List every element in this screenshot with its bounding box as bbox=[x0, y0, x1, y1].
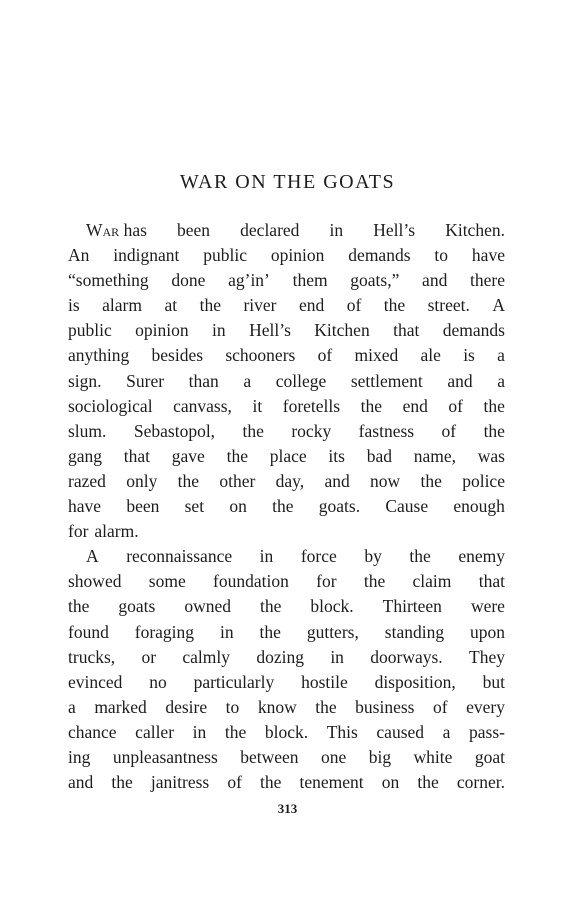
text-word: in bbox=[330, 646, 344, 667]
text-word: dozing bbox=[256, 646, 304, 667]
text-word: doorways. bbox=[370, 646, 443, 667]
text-line bbox=[68, 745, 505, 770]
text-word: the bbox=[242, 420, 264, 441]
text-word: and bbox=[447, 370, 473, 391]
text-word: the bbox=[260, 772, 282, 793]
text-line bbox=[68, 218, 505, 243]
text-line bbox=[68, 369, 505, 394]
text-word: enough bbox=[453, 496, 505, 517]
text-word: foraging bbox=[134, 621, 195, 642]
text-word: day, bbox=[275, 470, 305, 491]
text-word: between bbox=[240, 746, 299, 767]
text-line bbox=[68, 268, 505, 293]
text-word: was bbox=[477, 445, 505, 466]
text-word: Sebastopol, bbox=[133, 420, 216, 441]
text-word: of bbox=[448, 395, 463, 416]
text-word: big bbox=[368, 746, 392, 767]
text-line bbox=[68, 293, 505, 318]
text-word: end bbox=[402, 395, 428, 416]
text-word: the bbox=[360, 395, 383, 416]
text-word: calmly bbox=[182, 646, 231, 667]
text-word: now bbox=[370, 470, 401, 491]
text-word: reconnaissance bbox=[126, 546, 233, 567]
text-word: standing bbox=[384, 621, 445, 642]
text-word: of bbox=[317, 345, 333, 366]
text-word: at bbox=[164, 295, 178, 316]
text-word: sign. bbox=[68, 370, 102, 391]
text-line bbox=[68, 720, 505, 745]
text-word: have bbox=[471, 245, 505, 266]
text-line bbox=[68, 770, 505, 795]
text-word: opinion bbox=[270, 245, 325, 266]
text-line bbox=[68, 243, 505, 268]
text-word: evinced bbox=[68, 671, 123, 692]
text-word: have bbox=[68, 496, 102, 517]
text-word: mixed bbox=[354, 345, 399, 366]
text-word: canvass, bbox=[173, 395, 232, 416]
lead-word: War bbox=[86, 220, 120, 240]
text-word: gave bbox=[171, 445, 205, 466]
text-line bbox=[68, 494, 505, 519]
text-word: Kitchen. bbox=[445, 220, 505, 240]
text-line bbox=[68, 695, 505, 720]
text-word: Hell’s bbox=[249, 320, 291, 341]
text-word: in bbox=[219, 621, 234, 642]
text-line bbox=[68, 544, 505, 569]
text-word: Surer bbox=[126, 370, 165, 391]
text-word: foretells bbox=[282, 395, 341, 416]
text-word: rocky bbox=[291, 420, 332, 441]
text-word: settlement bbox=[350, 370, 423, 391]
text-word: a bbox=[497, 345, 505, 366]
text-word: in bbox=[192, 721, 207, 742]
text-word: on bbox=[229, 496, 247, 517]
text-line bbox=[68, 670, 505, 695]
chapter-title: WAR ON THE GOATS bbox=[179, 171, 396, 193]
text-word: river bbox=[243, 295, 277, 316]
text-word: ale bbox=[420, 345, 441, 366]
text-word: and bbox=[422, 270, 448, 291]
text-word: chance bbox=[68, 721, 117, 742]
text-word: it bbox=[252, 395, 263, 416]
text-word: the bbox=[111, 772, 133, 793]
text-word: demands bbox=[348, 245, 411, 266]
text-word: every bbox=[466, 696, 505, 717]
text-word: public bbox=[203, 245, 248, 266]
text-word: upon bbox=[470, 621, 505, 642]
text-word: that bbox=[393, 320, 420, 341]
text-word: its bbox=[328, 445, 345, 466]
text-word: that bbox=[123, 445, 151, 466]
text-word: for bbox=[68, 521, 89, 542]
text-word: the bbox=[68, 596, 90, 617]
text-word: them bbox=[292, 270, 328, 291]
text-word: of bbox=[441, 420, 457, 441]
text-word: than bbox=[188, 370, 219, 391]
text-word: gutters, bbox=[306, 621, 359, 642]
text-word: a bbox=[442, 721, 451, 742]
text-word: marked bbox=[94, 696, 147, 717]
text-word: enemy bbox=[458, 546, 505, 567]
text-word: alarm bbox=[102, 295, 142, 316]
text-word: block. bbox=[264, 721, 309, 742]
text-line bbox=[68, 620, 505, 645]
text-word: been bbox=[126, 496, 160, 517]
text-word: declared bbox=[240, 220, 300, 240]
text-word: slum. bbox=[68, 420, 107, 441]
text-word: on bbox=[381, 772, 400, 793]
text-word: goats,” bbox=[350, 270, 400, 291]
text-word: the bbox=[260, 596, 282, 617]
text-word: the bbox=[272, 496, 294, 517]
text-line bbox=[68, 419, 505, 444]
text-word: in bbox=[212, 320, 226, 341]
text-word: the bbox=[483, 395, 505, 416]
text-word: gang bbox=[68, 445, 103, 466]
text-word: other bbox=[219, 470, 256, 491]
text-line bbox=[68, 519, 505, 544]
page-number: 313 bbox=[277, 801, 298, 816]
text-word: public bbox=[68, 320, 112, 341]
text-word: caused bbox=[376, 721, 425, 742]
text-word: business bbox=[355, 696, 415, 717]
text-word: of bbox=[346, 295, 362, 316]
text-word: desire bbox=[165, 696, 208, 717]
text-word: the bbox=[226, 445, 248, 466]
text-word: Cause bbox=[385, 496, 429, 517]
text-word: and bbox=[68, 772, 94, 793]
text-word: Thirteen bbox=[382, 596, 442, 617]
text-line bbox=[68, 469, 505, 494]
text-word: force bbox=[300, 546, 337, 567]
text-word: police bbox=[462, 470, 505, 491]
text-word: trucks, bbox=[68, 646, 116, 667]
text-word: or bbox=[141, 646, 157, 667]
text-word: bad bbox=[366, 445, 392, 466]
text-word: for bbox=[316, 571, 337, 592]
text-word: tenement bbox=[299, 772, 364, 793]
text-word: A bbox=[492, 295, 505, 316]
text-word: sociological bbox=[68, 395, 153, 416]
text-word: is bbox=[463, 345, 475, 366]
text-word: They bbox=[469, 646, 505, 667]
text-word: the bbox=[177, 470, 200, 491]
body-text bbox=[68, 218, 505, 795]
text-word: anything bbox=[68, 345, 130, 366]
text-word: Kitchen bbox=[314, 320, 370, 341]
text-word: to bbox=[434, 245, 449, 266]
text-word: the bbox=[420, 470, 442, 491]
text-word: that bbox=[478, 571, 505, 592]
text-word: janitress bbox=[150, 772, 210, 793]
text-word: A bbox=[86, 546, 99, 567]
text-word: claim bbox=[412, 571, 452, 592]
text-line bbox=[68, 594, 505, 619]
text-word: college bbox=[275, 370, 327, 391]
text-word bbox=[86, 218, 147, 243]
text-word: goats. bbox=[318, 496, 361, 517]
text-line bbox=[68, 343, 505, 368]
text-word: to bbox=[225, 696, 240, 717]
text-word: caller bbox=[135, 721, 175, 742]
text-word: one bbox=[320, 746, 347, 767]
text-word: the bbox=[259, 621, 281, 642]
text-word: schooners bbox=[225, 345, 296, 366]
text-word: demands bbox=[442, 320, 505, 341]
text-word: goats bbox=[118, 596, 156, 617]
text-word: know bbox=[257, 696, 297, 717]
text-word: a bbox=[68, 696, 76, 717]
text-word: the bbox=[363, 571, 386, 592]
text-word: goat bbox=[474, 746, 505, 767]
text-word: a bbox=[497, 370, 505, 391]
text-word: were bbox=[470, 596, 505, 617]
text-word: street. bbox=[427, 295, 470, 316]
text-word: by bbox=[364, 546, 382, 567]
text-word: pass- bbox=[469, 721, 505, 742]
text-word: some bbox=[148, 571, 186, 592]
text-word: place bbox=[269, 445, 307, 466]
text-word: ag’in’ bbox=[228, 270, 270, 291]
text-word: ing bbox=[68, 746, 91, 767]
text-word: the bbox=[383, 295, 406, 316]
text-word: razed bbox=[68, 470, 106, 491]
text-word: besides bbox=[151, 345, 204, 366]
text-word: hostile bbox=[301, 671, 348, 692]
text-word: name, bbox=[413, 445, 456, 466]
text-word: unpleasantness bbox=[112, 746, 218, 767]
text-word: indignant bbox=[113, 245, 180, 266]
text-word: An bbox=[68, 245, 90, 266]
text-word: white bbox=[413, 746, 453, 767]
text-word: only bbox=[126, 470, 158, 491]
text-line bbox=[68, 394, 505, 419]
text-word: alarm. bbox=[94, 521, 139, 542]
text-word: has bbox=[119, 220, 147, 240]
text-word: the bbox=[199, 295, 221, 316]
text-word: foundation bbox=[213, 571, 289, 592]
text-word: the bbox=[315, 696, 337, 717]
text-word: the bbox=[224, 721, 247, 742]
text-word: done bbox=[171, 270, 206, 291]
text-word: end bbox=[298, 295, 325, 316]
text-word: been bbox=[177, 220, 211, 240]
text-word: opinion bbox=[135, 320, 189, 341]
text-word: no bbox=[149, 671, 167, 692]
text-word: of bbox=[433, 696, 448, 717]
text-word: “something bbox=[68, 270, 149, 291]
text-word: Hell’s bbox=[373, 220, 416, 240]
text-word: in bbox=[329, 220, 344, 240]
text-line bbox=[68, 569, 505, 594]
text-word: owned bbox=[184, 596, 231, 617]
text-word: found bbox=[68, 621, 109, 642]
text-word: of bbox=[227, 772, 242, 793]
text-word: the bbox=[417, 772, 439, 793]
text-word: fastness bbox=[358, 420, 415, 441]
text-word: the bbox=[409, 546, 431, 567]
text-word: showed bbox=[68, 571, 122, 592]
text-word: is bbox=[68, 295, 80, 316]
text-word: set bbox=[184, 496, 205, 517]
text-line bbox=[68, 645, 505, 670]
text-word: block. bbox=[310, 596, 354, 617]
text-word: disposition, bbox=[374, 671, 456, 692]
text-word: a bbox=[243, 370, 252, 391]
text-word: This bbox=[326, 721, 358, 742]
text-word: particularly bbox=[193, 671, 275, 692]
text-word: in bbox=[259, 546, 274, 567]
text-word: corner. bbox=[456, 772, 505, 793]
text-word: but bbox=[482, 671, 505, 692]
text-word: there bbox=[470, 270, 505, 291]
text-word: the bbox=[483, 420, 505, 441]
text-word: and bbox=[324, 470, 350, 491]
text-line bbox=[68, 444, 505, 469]
text-line bbox=[68, 318, 505, 343]
